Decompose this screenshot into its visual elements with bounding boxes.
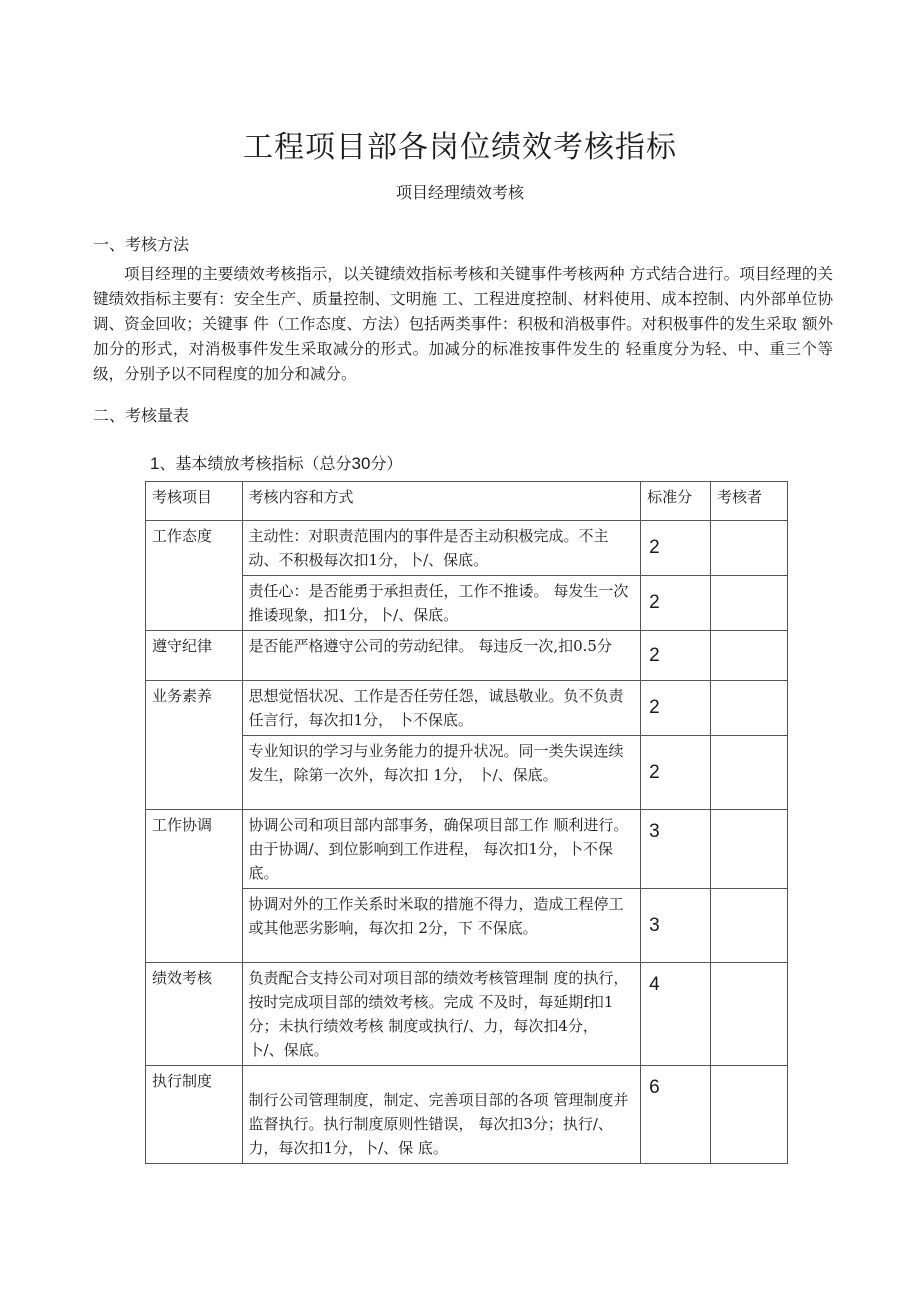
row-score: 3 — [641, 889, 711, 963]
row-item: 工作协调 — [146, 810, 243, 963]
row-score: 4 — [641, 963, 711, 1066]
table-row — [146, 1066, 788, 1164]
row-content: 是否能严格遵守公司的劳动纪律。 每违反一次,扣0.5分 — [242, 631, 641, 681]
row-item: 执行制度 — [146, 1066, 243, 1164]
row-score: 3 — [641, 810, 711, 889]
table-row — [146, 736, 788, 810]
table-caption-end: 分） — [370, 454, 403, 473]
row-rater[interactable] — [710, 810, 787, 889]
row-rater[interactable] — [710, 681, 787, 736]
section1-heading: 一、考核方法 — [93, 235, 190, 254]
table-row — [146, 810, 788, 889]
header-rater: 考核者 — [710, 482, 787, 521]
table-caption-text: 、基本绩放考核指标（总分 — [159, 454, 352, 473]
row-score: 2 — [641, 736, 711, 810]
row-content: 主动性：对职责范围内的事件是否主动积极完成。不主动、不积极每次扣1分，卜/、保底。 — [242, 521, 641, 576]
table-caption — [150, 451, 402, 474]
row-rater[interactable] — [710, 631, 787, 681]
row-score: 2 — [641, 631, 711, 681]
header-item: 考核项目 — [146, 482, 243, 521]
row-item: 遵守纪律 — [146, 631, 243, 681]
header-score: 标准分 — [641, 482, 711, 521]
header-content: 考核内容和方式 — [242, 482, 641, 521]
table-header-row — [146, 482, 788, 521]
document-title: 工程项目部各岗位绩效考核指标 — [243, 130, 677, 165]
row-rater[interactable] — [710, 889, 787, 963]
row-content: 思想觉悟状况、工作是否任劳任怨，诚恳敬业。负不负责任言行，每次扣1分， 卜不保底。 — [242, 681, 641, 736]
row-content: 负责配合支持公司对项目部的绩效考核管理制 度的执行，按时完成项目部的绩效考核。完成 不及时，每延期f扣1分；未执行绩效考核 制度或执行/、力，每次扣4分， 卜/、保底。 — [242, 963, 641, 1066]
row-score: 6 — [641, 1066, 711, 1164]
row-item: 业务素养 — [146, 681, 243, 810]
assessment-table — [145, 481, 788, 1164]
table-caption-number: 1 — [150, 454, 160, 473]
table-row — [146, 681, 788, 736]
row-score: 2 — [641, 521, 711, 576]
row-item: 绩效考核 — [146, 963, 243, 1066]
section1-paragraph: 项目经理的主要绩效考核指示，以关键绩效指标考核和关键事件考核两种 方式结合进行。项目经理的关键绩效指标主要有：安全生产、质量控制、文明施 工、工程进度控制、材料使用、成本控制、内外部单位协调、资金回收；关键事 件（工作态度、方法）包括两类事件：积极和消极事件。对积极事件的发生采取 额外加分的形式，对消极事件发生采取减分的形式。加减分的标准按事件发生的 轻重度分为轻、中、重三个等级，分别予以不同程度的加分和减分。 — [93, 265, 833, 383]
table-row — [146, 963, 788, 1066]
table-caption-total: 30 — [351, 454, 371, 473]
table-row — [146, 576, 788, 631]
row-content: 协调对外的工作关系时米取的措施不得力，造成工程停工或其他恶劣影响，每次扣 2分，下 不保底。 — [242, 889, 641, 963]
row-rater[interactable] — [710, 736, 787, 810]
row-score: 2 — [641, 681, 711, 736]
table-row — [146, 521, 788, 576]
row-score: 2 — [641, 576, 711, 631]
row-rater[interactable] — [710, 1066, 787, 1164]
document-subtitle: 项目经理绩效考核 — [395, 183, 524, 202]
row-content: 专业知识的学习与业务能力的提升状况。同一类失误连续发生，除第一次外，每次扣 1分， 卜/、保底。 — [242, 736, 641, 810]
row-rater[interactable] — [710, 576, 787, 631]
row-content: 制行公司管理制度，制定、完善项目部的各项 管理制度并监督执行。执行制度原则性错误， 每次扣3分；执行/、力，每次扣1分，卜/、保 底。 — [242, 1066, 641, 1164]
row-rater[interactable] — [710, 521, 787, 576]
table-row — [146, 889, 788, 963]
row-item: 工作态度 — [146, 521, 243, 631]
section2-heading: 二、考核量表 — [93, 406, 190, 425]
row-rater[interactable] — [710, 963, 787, 1066]
table-row — [146, 631, 788, 681]
row-content: 责任心：是否能勇于承担责任，工作不推诿。 每发生一次推诿现象，扣1分，卜/、保底。 — [242, 576, 641, 631]
row-content: 协调公司和项目部内部事务，确保项目部工作 顺利进行。由于协调/、到位影响到工作进程， 每次扣1分，卜不保底。 — [242, 810, 641, 889]
